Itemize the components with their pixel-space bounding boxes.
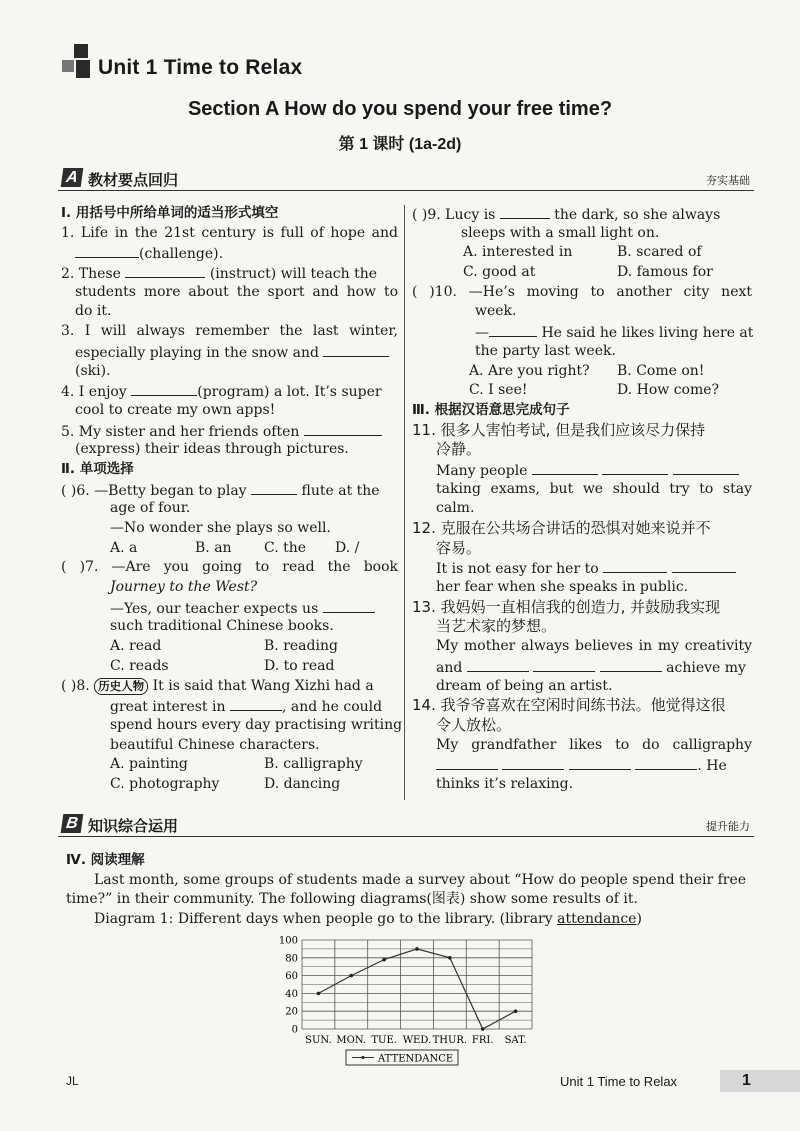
chart-grid [302, 940, 532, 1029]
data-point [481, 1027, 485, 1031]
header-square-icon [74, 44, 88, 58]
q10-line: the party last week. [475, 342, 616, 359]
option[interactable]: D. to read [264, 657, 335, 674]
q9-line: ( )9. Lucy is the dark, so she always [412, 204, 752, 224]
q11-line: Many people [412, 460, 752, 480]
y-tick-label: 100 [278, 935, 298, 947]
y-tick-label: 20 [285, 1006, 298, 1018]
answer-blank[interactable] [569, 755, 631, 770]
answer-blank[interactable] [600, 657, 662, 672]
q14-line: My grandfather likes to do calligraphy [436, 736, 752, 753]
q11-line: calm. [436, 500, 475, 517]
q5-line: 5. My sister and her friends often [61, 421, 398, 441]
option[interactable]: B. reading [264, 638, 338, 655]
q2-line: students more about the sport and how to [75, 283, 398, 300]
q13-line: and achieve my [412, 657, 752, 677]
y-tick-label: 0 [291, 1024, 298, 1036]
q11-line: 冷静。 [436, 440, 482, 459]
answer-blank[interactable] [533, 657, 595, 672]
answer-blank[interactable] [603, 558, 667, 573]
q8-line: beautiful Chinese characters. [110, 736, 320, 753]
band-b-label: 提升能力 [706, 820, 750, 833]
option[interactable]: D. dancing [264, 775, 341, 792]
data-point [514, 1009, 518, 1013]
answer-blank[interactable] [532, 460, 598, 475]
section-title: Section A How do you spend your free time? [187, 98, 613, 120]
band-b-title: 知识综合运用 [88, 817, 179, 835]
section-band-a [58, 166, 754, 191]
answer-blank[interactable] [323, 342, 389, 357]
q5-line: (express) their ideas through pictures. [75, 441, 349, 458]
q3-line: 3. I will always remember the last winter, [61, 323, 398, 340]
y-tick-label: 80 [285, 953, 298, 965]
footer-code: JL [66, 1074, 79, 1088]
y-axis-ticks [279, 936, 298, 1036]
q3-line: especially playing in the snow and [61, 342, 398, 362]
q9-line: sleeps with a small light on. [461, 224, 660, 241]
q13-line: 13. 我妈妈一直相信我的创造力, 并鼓励我实现 [412, 597, 721, 616]
header-square-icon [62, 60, 74, 72]
q4-line: 4. I enjoy (program) a lot. It’s super [61, 381, 398, 401]
answer-blank[interactable] [489, 322, 537, 337]
q9-options [412, 263, 752, 283]
answer-blank[interactable] [323, 598, 375, 613]
q3-line: (ski). [75, 362, 111, 379]
answer-blank[interactable] [251, 480, 297, 495]
x-tick-label: TUE. [371, 1035, 397, 1046]
q8-line: ( )8. 历史人物 It is said that Wang Xizhi had a [61, 677, 374, 694]
history-figure-tag: 历史人物 [94, 678, 148, 695]
option[interactable]: A. interested in [463, 244, 573, 261]
q8-options [61, 775, 398, 795]
q11-line: taking exams, but we should try to stay [436, 480, 752, 497]
q7-options [61, 657, 398, 677]
q14-line: . He [412, 755, 752, 775]
option[interactable]: D. famous for [617, 264, 713, 281]
badge-b-icon: B [61, 814, 84, 833]
q10-line: week. [475, 303, 517, 320]
option[interactable]: D. / [335, 539, 360, 556]
option[interactable]: C. photography [110, 775, 220, 792]
lesson-title: 第 1 课时 (1a-2d) [338, 136, 462, 153]
x-tick-label: SUN. [305, 1035, 332, 1046]
q2-line: 2. These (instruct) will teach the [61, 263, 398, 283]
q7-options [61, 637, 398, 657]
answer-blank[interactable] [672, 558, 736, 573]
footer-unit: Unit 1 Time to Relax [560, 1074, 678, 1089]
q1-line: (challenge). [61, 243, 398, 263]
q6-line: —No wonder she plays so well. [110, 520, 331, 536]
option[interactable]: D. How come? [617, 382, 720, 399]
section-band-b [58, 812, 754, 837]
data-point [415, 947, 419, 951]
part3-heading: Ⅲ. 根据汉语意思完成句子 [412, 401, 570, 418]
y-tick-label: 40 [285, 988, 298, 1000]
badge-a-icon: A [61, 168, 84, 187]
q12-line: It is not easy for her to [412, 558, 752, 578]
q10-options [412, 381, 752, 401]
q10-line: ( )10. —He’s moving to another city next [412, 283, 752, 300]
q12-line: her fear when she speaks in public. [436, 579, 689, 596]
answer-blank[interactable] [602, 460, 668, 475]
reading-section [66, 851, 756, 930]
unit-title: Unit 1 Time to Relax [98, 56, 303, 79]
q13-line: 当艺术家的梦想。 [436, 617, 557, 636]
x-tick-label: FRI. [471, 1035, 494, 1046]
reading-intro: time?” in their community. The following diagrams(图表) show some results of it. [66, 891, 638, 908]
header-square-icon [76, 60, 90, 78]
q12-line: 12. 克服在公共场合讲话的恐惧对她来说并不 [412, 519, 711, 537]
answer-blank[interactable] [500, 204, 550, 219]
q14-line: 14. 我爷爷喜欢在空闲时间练书法。他觉得这很 [412, 696, 726, 715]
answer-blank[interactable] [125, 263, 205, 278]
x-tick-label: WED. [402, 1035, 432, 1046]
column-divider [404, 205, 405, 800]
q12-line: 容易。 [436, 538, 482, 557]
q14-line: 令人放松。 [436, 715, 512, 734]
option[interactable]: A. a [110, 539, 138, 556]
q10-options [412, 362, 752, 382]
q7-line: such traditional Chinese books. [110, 618, 334, 635]
answer-blank[interactable] [230, 696, 282, 711]
part2-heading: Ⅱ. 单项选择 [61, 460, 134, 477]
option[interactable]: C. good at [463, 264, 536, 281]
reading-intro: Last month, some groups of students made a survey about “How do people spend their free [94, 871, 747, 888]
option[interactable]: B. an [195, 539, 232, 556]
diagram-caption: Diagram 1: Different days when people go to the library. (library attendance) [94, 911, 642, 928]
library-attendance-chart [270, 932, 540, 1070]
answer-blank[interactable] [436, 755, 498, 770]
answer-blank[interactable] [502, 755, 564, 770]
data-point [382, 958, 386, 962]
option[interactable]: C. reads [110, 657, 169, 674]
option[interactable]: B. Come on! [617, 362, 705, 379]
right-column [412, 204, 752, 795]
q7-line: Journey to the West? [110, 579, 258, 596]
option[interactable]: B. scared of [617, 244, 702, 261]
q9-options [412, 243, 752, 263]
data-point [448, 956, 452, 960]
chart-legend [346, 1050, 458, 1065]
answer-blank[interactable] [673, 460, 739, 475]
q13-line: My mother always believes in my creativity [436, 638, 752, 655]
q6-line: ( )6. —Betty began to play flute at the [61, 480, 398, 500]
q1-line: 1. Life in the 21st century is full of hope and [61, 224, 398, 241]
q6-line: age of four. [110, 500, 191, 517]
option[interactable]: B. calligraphy [264, 756, 363, 773]
q8-options [61, 755, 398, 775]
q8-line: great interest in , and he could [61, 696, 398, 716]
option[interactable]: A. painting [110, 756, 188, 773]
legend-label: ATTENDANCE [378, 1053, 454, 1065]
left-column [61, 204, 403, 795]
data-point [317, 992, 321, 996]
x-tick-label: MON. [336, 1035, 367, 1046]
legend-marker-icon [361, 1056, 364, 1059]
page-number: 1 [720, 1070, 800, 1092]
q13-line: dream of being an artist. [436, 677, 613, 694]
part1-heading: Ⅰ. 用括号中所给单词的适当形式填空 [61, 205, 279, 221]
band-a-title: 教材要点回归 [88, 171, 179, 189]
answer-blank[interactable] [635, 755, 697, 770]
band-a-label: 夯实基础 [706, 174, 750, 187]
x-tick-label: SAT. [504, 1035, 527, 1046]
q8-line: spend hours every day practising writing [110, 716, 403, 733]
answer-blank[interactable] [467, 657, 529, 672]
part4-heading: Ⅳ. 阅读理解 [66, 852, 145, 868]
option[interactable]: A. read [110, 638, 162, 655]
q7-line: ( )7. —Are you going to read the book [61, 559, 398, 576]
answer-blank[interactable] [304, 421, 382, 436]
y-tick-label: 60 [285, 971, 298, 983]
attendance-line [318, 949, 515, 1029]
attendance-points [317, 947, 518, 1031]
q11-line: 11. 很多人害怕考试, 但是我们应该尽力保持 [412, 420, 706, 439]
data-point [349, 974, 353, 978]
x-tick-label: THUR. [432, 1035, 468, 1046]
q2-line: do it. [75, 303, 112, 320]
q14-line: thinks it’s relaxing. [436, 775, 574, 792]
x-axis-ticks [305, 1035, 526, 1046]
answer-blank[interactable] [75, 243, 139, 258]
option[interactable]: C. I see! [469, 382, 528, 399]
q6-options [61, 539, 398, 559]
footer [0, 1070, 800, 1092]
answer-blank[interactable] [131, 381, 197, 396]
q4-line: cool to create my own apps! [75, 401, 276, 418]
q7-line: —Yes, our teacher expects us [61, 598, 398, 618]
option[interactable]: C. the [264, 539, 307, 556]
option[interactable]: A. Are you right? [469, 362, 590, 379]
q10-line: — He said he likes living here at [412, 322, 752, 342]
